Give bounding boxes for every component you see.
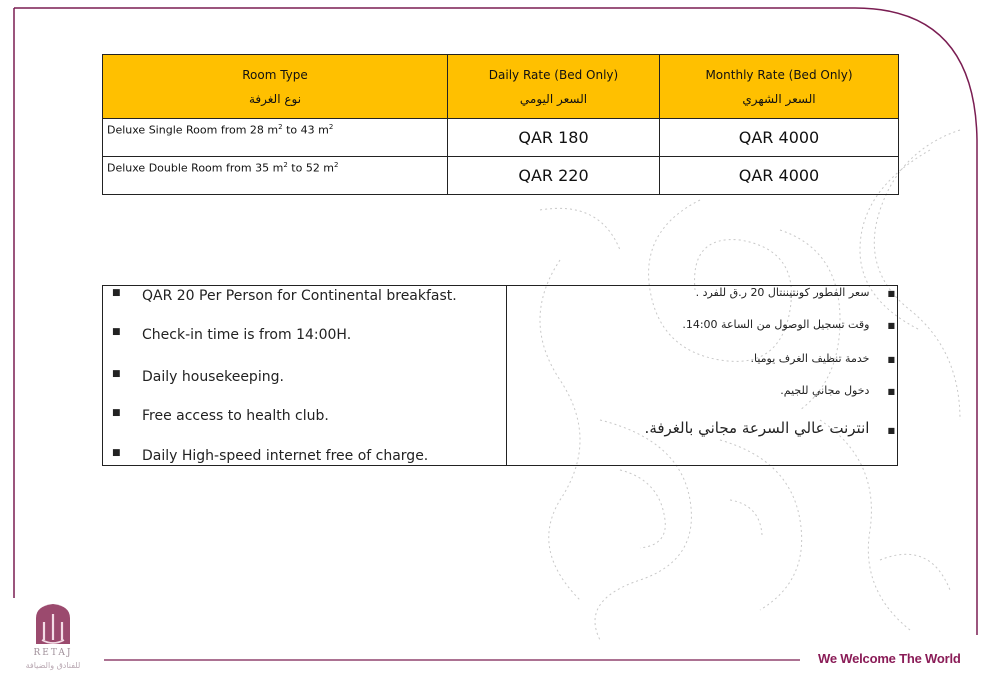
amenity-ar-text: انترنت عالي السرعة مجاني بالغرفة.	[644, 419, 870, 437]
area-unit-sup: 2	[334, 161, 339, 169]
bullet-icon: ■	[887, 321, 895, 330]
bullet-icon: ■	[112, 408, 121, 418]
rates-table	[102, 54, 899, 195]
bullet-icon: ■	[887, 426, 895, 435]
header-daily-rate-ar: السعر اليومي	[519, 91, 588, 106]
amenity-ar-item	[682, 318, 895, 331]
amenity-en-text: Free access to health club.	[142, 408, 329, 424]
bullet-icon: ■	[112, 327, 121, 337]
header-room-type-ar: نوع الغرفة	[248, 91, 302, 106]
amenity-ar-item	[645, 419, 895, 437]
room-type-text-2: to 43 m	[282, 123, 329, 137]
bullet-icon: ■	[112, 448, 121, 458]
logo-subtitle: للفنادق والضيافة	[25, 661, 81, 670]
bullet-icon: ■	[112, 288, 121, 298]
bullet-icon: ■	[112, 369, 121, 379]
daily-rate-cell: QAR 220	[448, 157, 660, 195]
header-daily-rate	[448, 55, 660, 119]
room-type-cell	[103, 119, 448, 157]
room-type-text-2: to 52 m	[287, 161, 335, 175]
amenity-en-text: QAR 20 Per Person for Continental breakfast.	[142, 288, 457, 304]
header-monthly-rate-ar: السعر الشهري	[742, 91, 816, 106]
table-row	[103, 157, 899, 195]
area-unit-sup: 2	[283, 161, 288, 169]
amenity-ar-item	[750, 352, 895, 365]
monthly-rate-cell: QAR 4000	[660, 157, 899, 195]
amenities-table	[102, 285, 898, 466]
amenity-ar-text: وقت تسجيل الوصول من الساعة 14:00.	[682, 318, 870, 331]
amenity-ar-text: سعر الفطور كونتيننتال 20 ر.ق للفرد .	[695, 286, 870, 299]
amenity-en-text: Check-in time is from 14:00H.	[142, 327, 352, 343]
header-room-type	[103, 55, 448, 119]
header-monthly-rate-en: Monthly Rate (Bed Only)	[705, 67, 853, 82]
rates-header-row	[103, 55, 899, 119]
monthly-rate-cell: QAR 4000	[660, 119, 899, 157]
column-divider	[506, 286, 507, 465]
room-type-cell	[103, 157, 448, 195]
table-row	[103, 119, 899, 157]
header-daily-rate-en: Daily Rate (Bed Only)	[488, 67, 619, 82]
bullet-icon: ■	[887, 387, 895, 396]
footer-tagline: We Welcome The World	[818, 651, 961, 666]
daily-rate-cell: QAR 180	[448, 119, 660, 157]
header-room-type-en: Room Type	[242, 67, 308, 82]
amenity-en-text: Daily housekeeping.	[142, 369, 284, 385]
amenity-ar-item	[696, 286, 895, 299]
room-type-text: Deluxe Single Room from 28 m	[107, 123, 279, 137]
amenity-en-text: Daily High-speed internet free of charge.	[142, 448, 429, 464]
bullet-icon: ■	[887, 355, 895, 364]
logo-wordmark: RETAJ	[33, 648, 73, 658]
amenity-ar-text: دخول مجاني للجيم.	[780, 384, 870, 397]
room-type-text: Deluxe Double Room from 35 m	[107, 161, 284, 175]
amenity-ar-item	[780, 384, 895, 397]
area-unit-sup: 2	[278, 123, 283, 131]
bullet-icon: ■	[887, 289, 895, 298]
header-monthly-rate	[660, 55, 899, 119]
amenity-ar-text: خدمة تنظيف الغرف يوميا.	[750, 352, 870, 365]
area-unit-sup: 2	[328, 123, 334, 131]
